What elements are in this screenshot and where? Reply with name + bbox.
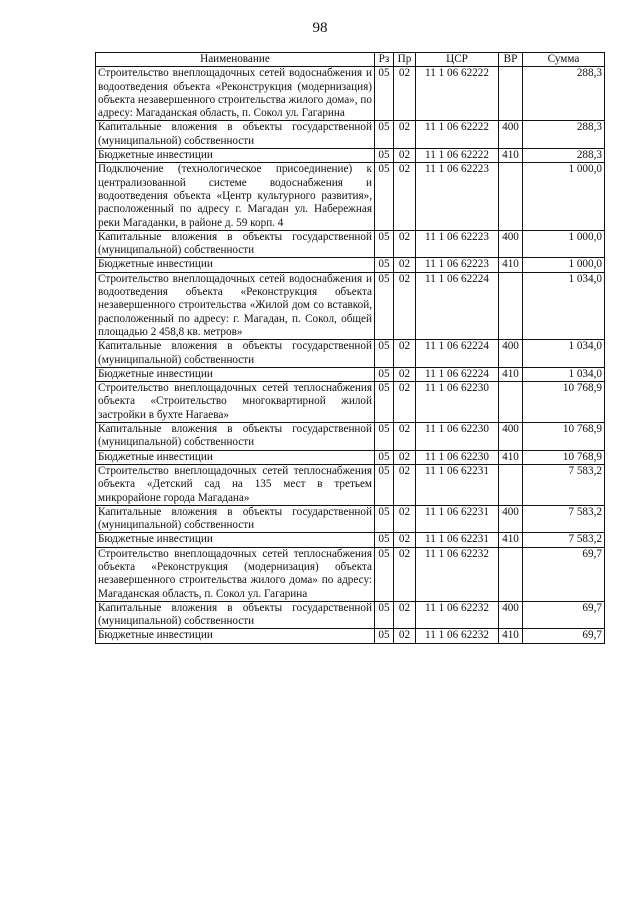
table-row [96,67,605,121]
cell-sum: 7 583,2 [523,505,605,533]
cell-csr: 11 1 06 62232 [416,547,499,601]
cell-csr: 11 1 06 62230 [416,423,499,451]
cell-csr: 11 1 06 62224 [416,272,499,339]
cell-pr: 02 [394,464,416,505]
cell-rz: 05 [375,163,394,230]
cell-sum: 288,3 [523,67,605,121]
cell-csr: 11 1 06 62231 [416,505,499,533]
cell-name: Капитальные вложения в объекты государственной (муниципальной) собственности [96,505,375,533]
cell-pr: 02 [394,163,416,230]
cell-vr: 410 [499,367,523,381]
cell-vr: 410 [499,629,523,643]
cell-name: Бюджетные инвестиции [96,149,375,163]
cell-csr: 11 1 06 62230 [416,450,499,464]
cell-csr: 11 1 06 62223 [416,258,499,272]
cell-vr [499,272,523,339]
cell-sum: 288,3 [523,121,605,149]
table-row [96,464,605,505]
cell-sum: 1 000,0 [523,258,605,272]
cell-pr: 02 [394,340,416,368]
table-row [96,423,605,451]
cell-name: Строительство внеплощадочных сетей водоснабжения и водоотведения объекта «Реконструкция объекта незавершенного строительства «Жилой дом со вставкой, расположенный по адресу: г. Магадан, п. Сокол, общей площадью 2 458,8 кв. метров» [96,272,375,339]
header-pr: Пр [394,53,416,67]
cell-pr: 02 [394,121,416,149]
table-row [96,149,605,163]
table-row [96,533,605,547]
cell-rz: 05 [375,340,394,368]
cell-csr: 11 1 06 62224 [416,367,499,381]
cell-name: Подключение (технологическое присоединение) к централизованной системе водоснабжения и водоотведения объекта «Центр культурного развития», расположенный по адресу г. Магадан ул. Набережная реки Магаданки, в районе д. 59 корп. 4 [96,163,375,230]
cell-csr: 11 1 06 62232 [416,601,499,629]
cell-vr: 400 [499,340,523,368]
header-sum: Сумма [523,53,605,67]
cell-sum: 7 583,2 [523,464,605,505]
cell-pr: 02 [394,258,416,272]
table-row [96,547,605,601]
table-row [96,367,605,381]
cell-sum: 1 000,0 [523,230,605,258]
table-row [96,163,605,230]
cell-vr: 400 [499,230,523,258]
table-row [96,450,605,464]
cell-name: Строительство внеплощадочных сетей водоснабжения и водоотведения объекта «Реконструкция (модернизация) объекта незавершенного строительства жилого дома», по адресу: Магаданская область, п. Сокол ул. Гагарина [96,67,375,121]
table-row [96,272,605,339]
cell-rz: 05 [375,423,394,451]
cell-sum: 1 034,0 [523,340,605,368]
cell-vr: 410 [499,450,523,464]
cell-vr [499,382,523,423]
cell-rz: 05 [375,601,394,629]
cell-vr [499,547,523,601]
table-row [96,230,605,258]
cell-vr: 400 [499,121,523,149]
cell-sum: 10 768,9 [523,450,605,464]
cell-name: Бюджетные инвестиции [96,258,375,272]
cell-rz: 05 [375,382,394,423]
cell-sum: 1 000,0 [523,163,605,230]
cell-csr: 11 1 06 62223 [416,163,499,230]
cell-name: Капитальные вложения в объекты государственной (муниципальной) собственности [96,601,375,629]
cell-pr: 02 [394,629,416,643]
cell-csr: 11 1 06 62224 [416,340,499,368]
cell-rz: 05 [375,464,394,505]
cell-name: Строительство внеплощадочных сетей теплоснабжения объекта «Детский сад на 135 мест в третьем микрорайоне города Магадана» [96,464,375,505]
cell-rz: 05 [375,230,394,258]
cell-rz: 05 [375,121,394,149]
cell-pr: 02 [394,367,416,381]
header-csr: ЦСР [416,53,499,67]
cell-sum: 69,7 [523,547,605,601]
cell-vr: 400 [499,601,523,629]
cell-vr: 410 [499,258,523,272]
cell-rz: 05 [375,272,394,339]
cell-sum: 69,7 [523,601,605,629]
header-name: Наименование [96,53,375,67]
cell-pr: 02 [394,230,416,258]
header-vr: ВР [499,53,523,67]
cell-sum: 10 768,9 [523,423,605,451]
header-rz: Рз [375,53,394,67]
cell-name: Бюджетные инвестиции [96,533,375,547]
cell-name: Строительство внеплощадочных сетей теплоснабжения объекта «Реконструкция (модернизация) объекта незавершенного строительства жилого дома» по адресу: Магаданская область, п. Сокол ул. Гагарина [96,547,375,601]
budget-table [95,52,605,644]
table-row [96,629,605,643]
cell-name: Бюджетные инвестиции [96,629,375,643]
table-row [96,258,605,272]
cell-rz: 05 [375,505,394,533]
cell-pr: 02 [394,67,416,121]
cell-rz: 05 [375,533,394,547]
cell-vr [499,163,523,230]
cell-name: Капитальные вложения в объекты государственной (муниципальной) собственности [96,121,375,149]
cell-vr [499,67,523,121]
cell-pr: 02 [394,149,416,163]
cell-rz: 05 [375,149,394,163]
cell-sum: 1 034,0 [523,272,605,339]
cell-csr: 11 1 06 62222 [416,149,499,163]
cell-rz: 05 [375,547,394,601]
cell-sum: 7 583,2 [523,533,605,547]
cell-sum: 1 034,0 [523,367,605,381]
cell-pr: 02 [394,423,416,451]
cell-pr: 02 [394,601,416,629]
cell-sum: 69,7 [523,629,605,643]
cell-name: Капитальные вложения в объекты государственной (муниципальной) собственности [96,340,375,368]
table-row [96,601,605,629]
cell-pr: 02 [394,533,416,547]
cell-pr: 02 [394,382,416,423]
cell-rz: 05 [375,450,394,464]
cell-rz: 05 [375,67,394,121]
cell-vr: 410 [499,533,523,547]
cell-name: Капитальные вложения в объекты государственной (муниципальной) собственности [96,230,375,258]
cell-vr: 400 [499,505,523,533]
cell-pr: 02 [394,450,416,464]
cell-name: Капитальные вложения в объекты государственной (муниципальной) собственности [96,423,375,451]
cell-vr: 410 [499,149,523,163]
cell-csr: 11 1 06 62230 [416,382,499,423]
table-row [96,505,605,533]
cell-vr: 400 [499,423,523,451]
table-body [96,67,605,643]
cell-csr: 11 1 06 62231 [416,464,499,505]
cell-pr: 02 [394,547,416,601]
cell-name: Строительство внеплощадочных сетей теплоснабжения объекта «Строительство многоквартирной жилой застройки в бухте Нагаева» [96,382,375,423]
cell-vr [499,464,523,505]
cell-sum: 288,3 [523,149,605,163]
cell-csr: 11 1 06 62232 [416,629,499,643]
cell-name: Бюджетные инвестиции [96,367,375,381]
cell-rz: 05 [375,629,394,643]
page-number: 98 [312,20,328,36]
cell-pr: 02 [394,272,416,339]
cell-csr: 11 1 06 62222 [416,121,499,149]
table-row [96,382,605,423]
cell-rz: 05 [375,367,394,381]
cell-pr: 02 [394,505,416,533]
cell-name: Бюджетные инвестиции [96,450,375,464]
cell-csr: 11 1 06 62222 [416,67,499,121]
cell-sum: 10 768,9 [523,382,605,423]
table-row [96,121,605,149]
table-header-row [96,53,605,67]
cell-csr: 11 1 06 62223 [416,230,499,258]
table-row [96,340,605,368]
cell-csr: 11 1 06 62231 [416,533,499,547]
cell-rz: 05 [375,258,394,272]
